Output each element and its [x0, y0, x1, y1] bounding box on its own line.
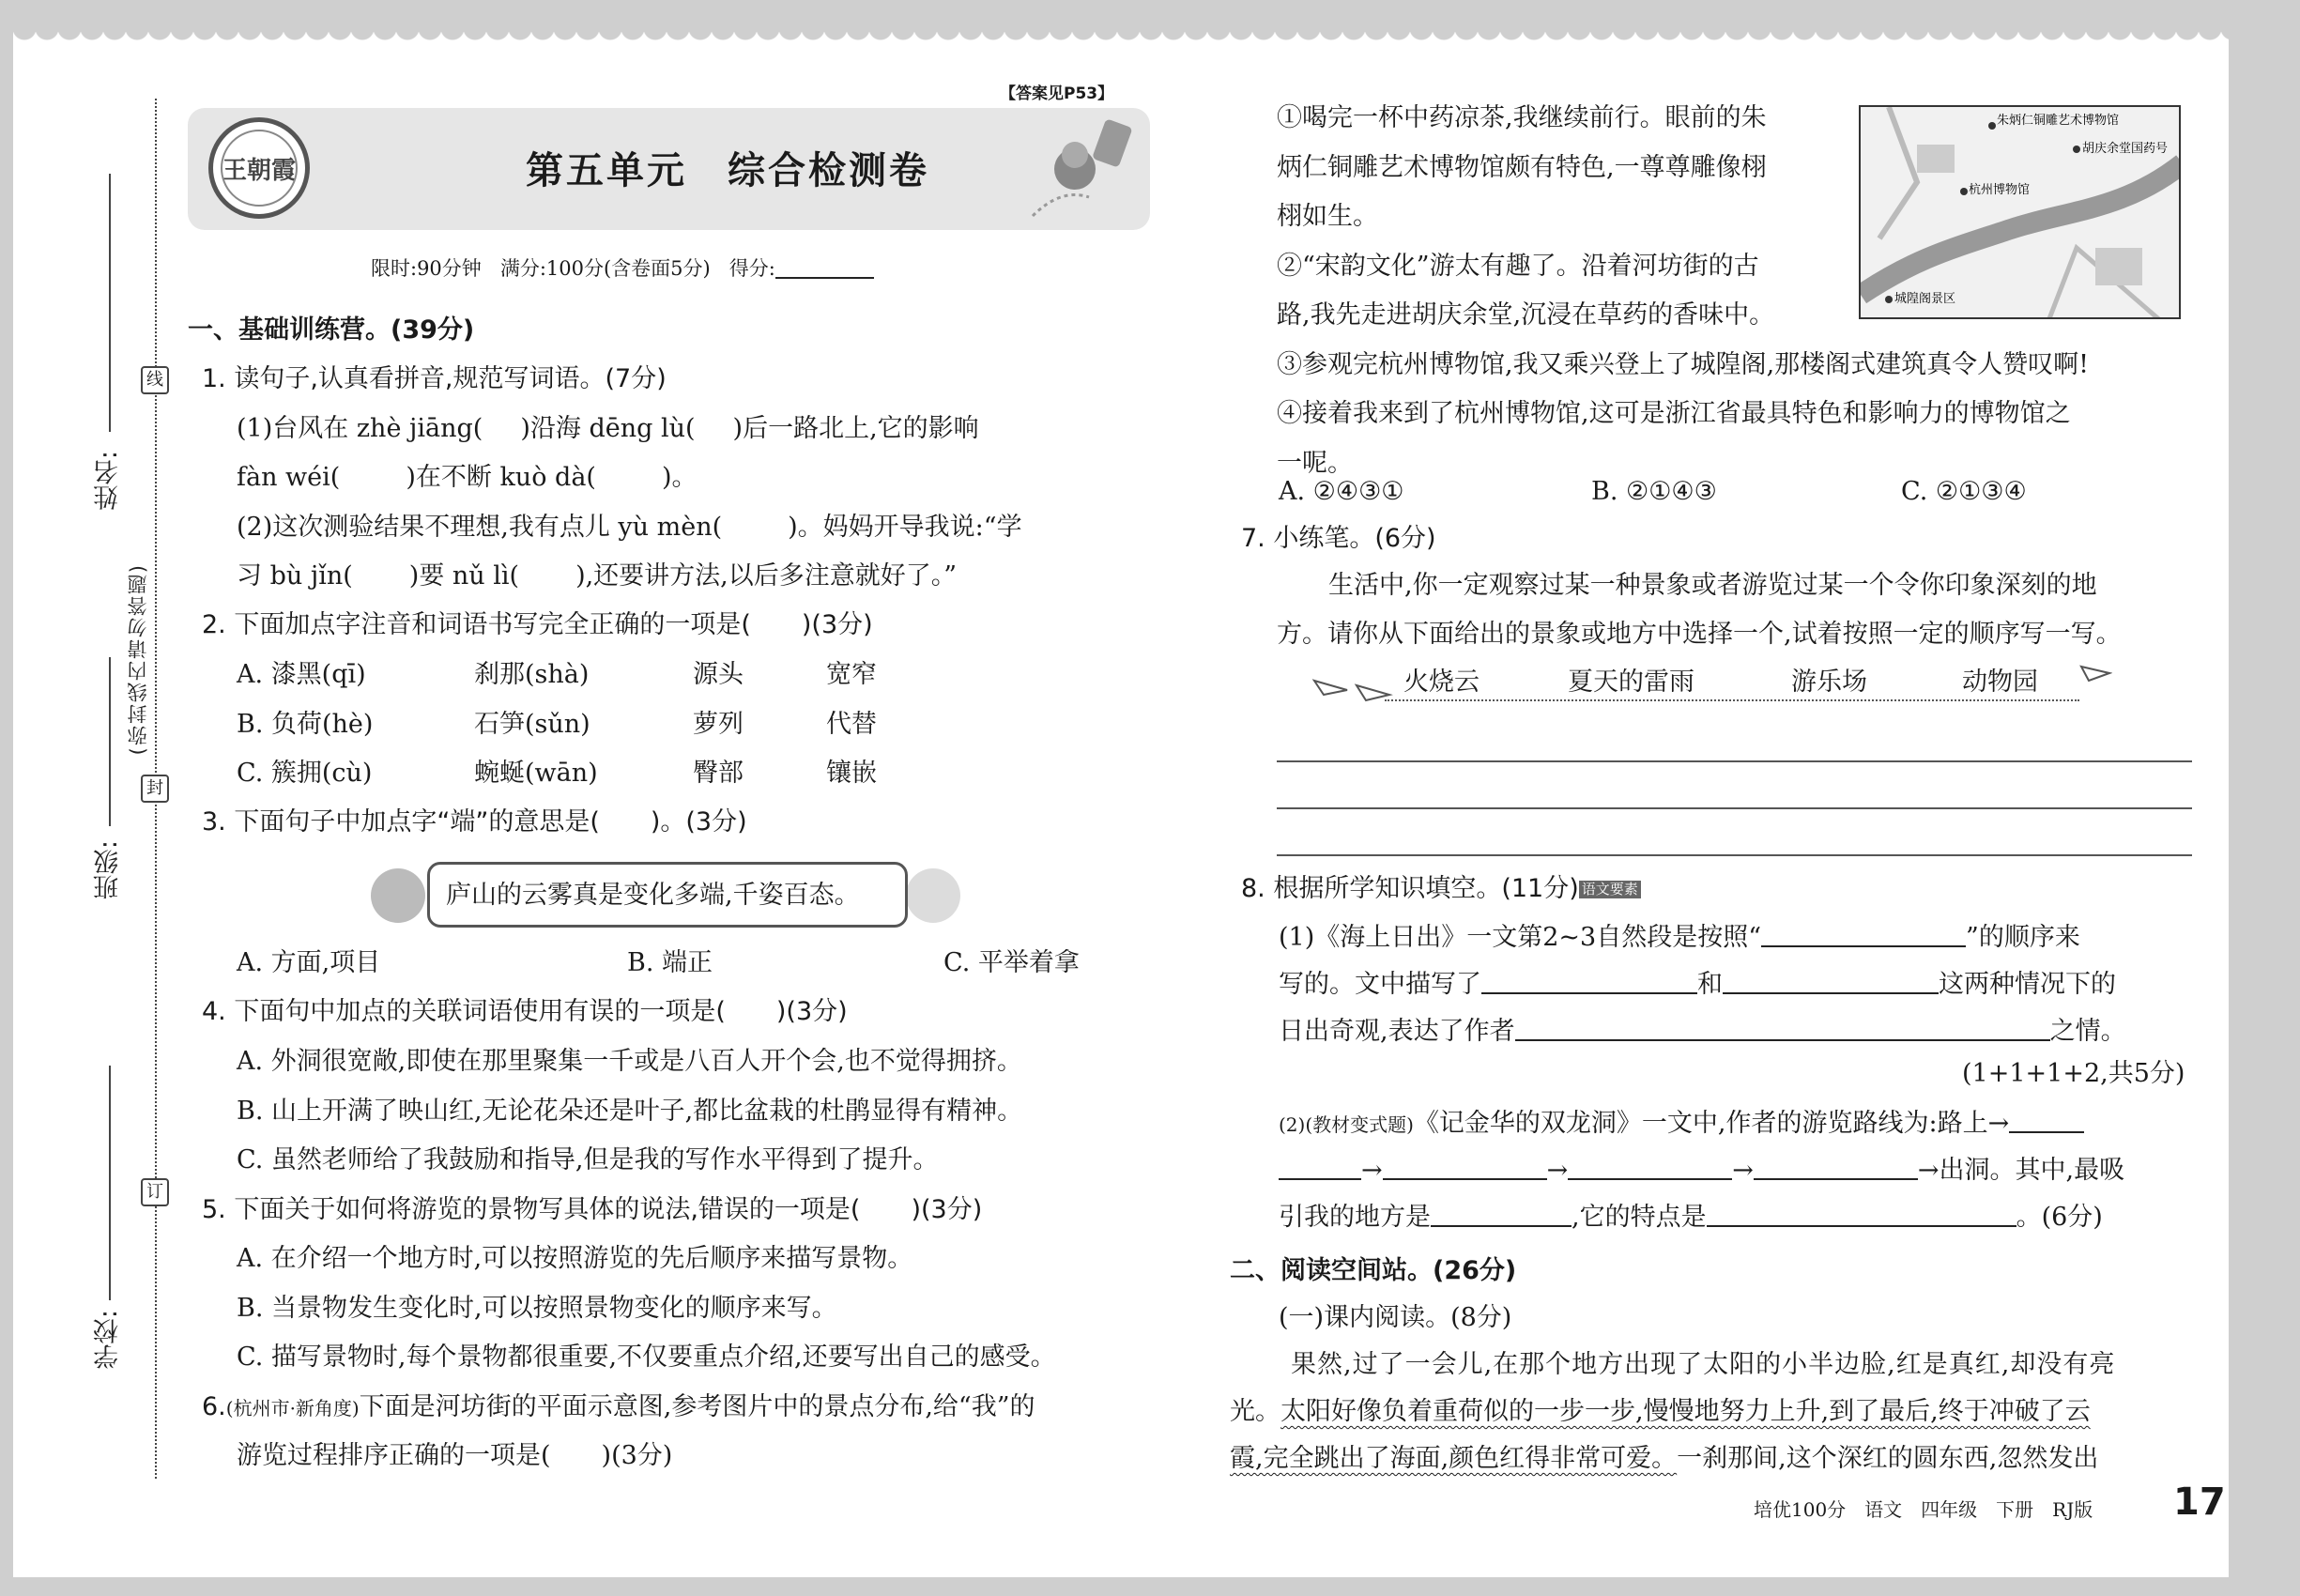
- q4-option-b: B. 山上开满了映山红,无论花朵还是叶子,都比盆栽的杜鹃显得有精神。: [237, 1097, 1023, 1126]
- answer-reference: 【答案见P53】: [1000, 84, 1114, 103]
- q6-item-1c: 栩如生。: [1277, 202, 1378, 231]
- blank: [1568, 1159, 1732, 1180]
- binding-mark-seal: 封: [141, 775, 169, 803]
- q8-tag: 语文要素: [1579, 881, 1641, 898]
- class-label: 班级:: [94, 840, 123, 900]
- q7-prompt-2: 方。请你从下面给出的景象或地方中选择一个,试着按照一定的顺序写一写。: [1277, 620, 2122, 649]
- q2-option-b-2: 石笋(sǔn): [474, 710, 590, 739]
- topic-strip: [1385, 699, 2079, 701]
- q6-option-b: B. ②①④③: [1591, 477, 1717, 506]
- q2-option-c-3: 臀部: [693, 759, 744, 788]
- q2-option-c-4: 镶嵌: [826, 759, 877, 788]
- q5-option-b: B. 当景物发生变化时,可以按照景物变化的顺序来写。: [237, 1294, 837, 1323]
- binding-mark-line: 线: [141, 366, 169, 394]
- q8-1-line2: 写的。文中描写了 和 这两种情况下的: [1279, 970, 2116, 999]
- hefang-street-map: [1859, 105, 2181, 319]
- map-label-huqingyu: 胡庆余堂国药号: [2082, 142, 2169, 156]
- subsection-1: (一)课内阅读。(8分): [1279, 1303, 1512, 1332]
- reading-line-1: 果然,过了一会儿,在那个地方出现了太阳的小半边脸,红是真红,却没有亮: [1291, 1350, 2116, 1379]
- blank: [1707, 1206, 2016, 1227]
- q6-item-1a: ①喝完一杯中药凉茶,我继续前行。眼前的朱: [1277, 103, 1767, 132]
- q6-item-2a: ②“宋韵文化”游太有趣了。沿着河坊街的古: [1277, 252, 1759, 281]
- exam-meta: 限时:90分钟 满分:100分(含卷面5分) 得分:: [371, 253, 874, 282]
- blank: [1723, 974, 1939, 994]
- question-8: 8. 根据所学知识填空。(11分) 语文要素: [1241, 876, 1641, 901]
- section-1-heading: 一、基础训练营。(39分): [188, 315, 475, 345]
- reading-line-2: 光。太阳好像负着重荷似的一步一步,慢慢地努力上升,到了最后,终于冲破了云: [1230, 1397, 2091, 1426]
- q7-topic-4: 动物园: [1962, 668, 2038, 697]
- writing-line-3: [1277, 854, 2192, 856]
- q1-line3: (2)这次测验结果不理想,我有点儿 yù mèn( )。妈妈开导我说:“学: [237, 513, 1022, 542]
- school-label: 学校:: [94, 1310, 123, 1370]
- publisher-logo: 王朝霞: [208, 117, 310, 219]
- q2-option-a-4: 宽窄: [826, 660, 877, 689]
- q7-prompt-1: 生活中,你一定观察过某一种景象或者游览过某一个令你印象深刻的地: [1328, 571, 2097, 600]
- q1-line4: 习 bù jǐn( )要 nǔ lì( ),还要讲方法,以后多注意就好了。”: [237, 561, 958, 591]
- q5-option-c: C. 描写景物时,每个景物都很重要,不仅要重点介绍,还要写出自己的感受。: [237, 1343, 1056, 1372]
- school-underline: [109, 1066, 111, 1300]
- q7-topic-1: 火烧云: [1403, 668, 1480, 697]
- q6-option-a: A. ②④③①: [1279, 477, 1404, 506]
- question-5: 5. 下面关于如何将游览的景物写具体的说法,错误的一项是( )(3分): [202, 1195, 983, 1224]
- moon-icon: [906, 868, 960, 923]
- q4-option-a: A. 外洞很宽敞,即使在那里聚集一千或是八百人开个会,也不觉得拥挤。: [237, 1047, 1022, 1076]
- section-2-heading: 二、阅读空间站。(26分): [1230, 1256, 1517, 1285]
- map-label-hangzhou-museum: 杭州博物馆: [1969, 183, 2031, 197]
- q2-option-a-3: 源头: [693, 660, 744, 689]
- q6-item-1b: 炳仁铜雕艺术博物馆颇有特色,一尊尊雕像栩: [1277, 153, 1767, 182]
- q7-topic-2: 夏天的雷雨: [1568, 668, 1694, 697]
- q6-item-4b: 一呢。: [1277, 449, 1353, 478]
- blank: [1383, 1159, 1547, 1180]
- map-label-chenghuang: 城隍阁景区: [1894, 292, 1956, 306]
- q5-option-a: A. 在介绍一个地方时,可以按照游览的先后顺序来描写景物。: [237, 1244, 913, 1273]
- class-underline: [109, 657, 111, 826]
- q8-1-line3: 日出奇观,表达了作者 之情。: [1279, 1017, 2126, 1046]
- q3-option-c: C. 平举着拿: [943, 948, 1080, 977]
- q1-line2: fàn wéi( )在不断 kuò dà( )。: [237, 463, 698, 492]
- blank: [2009, 1113, 2084, 1133]
- paper-plane-icon: [1310, 667, 1399, 704]
- page-title: 第五单元 综合检测卷: [526, 149, 929, 192]
- question-4: 4. 下面句中加点的关联词语使用有误的一项是( )(3分): [202, 997, 848, 1026]
- q6-option-c: C. ②①③④: [1901, 477, 2027, 506]
- binding-note: (弥封线内请勿答题): [127, 563, 149, 756]
- q8-1-line1: (1)《海上日出》一文第2~3自然段是按照“ ”的顺序来: [1279, 923, 2080, 952]
- q2-option-a-1: A. 漆黑(qī): [237, 660, 366, 689]
- writing-line-2: [1277, 807, 2192, 809]
- q3-option-b: B. 端正: [627, 948, 713, 977]
- q6-item-4a: ④接着我来到了杭州博物馆,这可是浙江省最具特色和影响力的博物馆之: [1277, 399, 2071, 428]
- q2-option-b-3: 萝列: [693, 710, 744, 739]
- q8-2-line2: → → → →出洞。其中,最吸: [1279, 1158, 2124, 1183]
- binding-mark-bind: 订: [141, 1178, 169, 1206]
- question-7: 7. 小练笔。(6分): [1241, 524, 1436, 553]
- q8-1-points: (1+1+1+2,共5分): [1962, 1059, 2185, 1088]
- map-label-museum: 朱炳仁铜雕艺术博物馆: [1997, 114, 2120, 128]
- q1-line1: (1)台风在 zhè jiāng( )沿海 dēng lù( )后一路北上,它的影响: [237, 414, 979, 443]
- footer: 培优100分 语文 四年级 下册 RJ版: [1754, 1498, 2093, 1521]
- blank: [1279, 1159, 1361, 1180]
- paper-plane-icon: [2079, 662, 2112, 685]
- q2-option-c-1: C. 簇拥(cù): [237, 759, 373, 788]
- q8-2-line1: (2)(教材变式题)《记金华的双龙洞》一文中,作者的游览路线为:路上→: [1279, 1111, 2084, 1136]
- name-underline: [109, 174, 111, 432]
- q2-option-c-2: 蜿蜒(wān): [474, 759, 598, 788]
- q8-2-line3: 引我的地方是 ,它的特点是 。(6分): [1279, 1203, 2103, 1232]
- sun-icon: [371, 868, 425, 923]
- score-blank: [775, 260, 874, 279]
- q2-option-b-4: 代替: [826, 710, 877, 739]
- question-1: 1. 读句子,认真看拼音,规范写词语。(7分): [202, 364, 667, 393]
- page-number: 17: [2173, 1481, 2226, 1524]
- q2-option-a-2: 刹那(shà): [474, 660, 590, 689]
- q6-item-3: ③参观完杭州博物馆,我又乘兴登上了城隍阁,那楼阁式建筑真令人赞叹啊!: [1277, 350, 2090, 379]
- rocket-illustration-icon: [1023, 103, 1145, 225]
- q4-option-c: C. 虽然老师给了我鼓励和指导,但是我的写作水平得到了提升。: [237, 1145, 939, 1174]
- question-2: 2. 下面加点字注音和词语书写完全正确的一项是( )(3分): [202, 610, 873, 639]
- blank: [1431, 1206, 1572, 1227]
- q7-topic-3: 游乐场: [1791, 668, 1867, 697]
- blank: [1761, 927, 1966, 947]
- blank: [1515, 1021, 2050, 1041]
- reading-line-3: 霞,完全跳出了海面,颜色红得非常可爱。一刹那间,这个深红的圆东西,忽然发出: [1230, 1444, 2099, 1473]
- question-6: 6.(杭州市·新角度)下面是河坊街的平面示意图,参考图片中的景点分布,给“我”的: [202, 1392, 1035, 1421]
- name-label: 姓名:: [94, 451, 123, 511]
- blank: [1754, 1159, 1918, 1180]
- writing-line-1: [1277, 760, 2192, 762]
- question-6-cont: 游览过程排序正确的一项是( )(3分): [237, 1441, 673, 1470]
- blank: [1481, 974, 1697, 994]
- q6-item-2b: 路,我先走进胡庆余堂,沉浸在草药的香味中。: [1277, 300, 1775, 330]
- q3-sentence: 庐山的云雾真是变化多端,千姿百态。: [446, 881, 860, 910]
- q2-option-b-1: B. 负荷(hè): [237, 710, 374, 739]
- question-3: 3. 下面句子中加点字“端”的意思是( )。(3分): [202, 807, 747, 836]
- q3-option-a: A. 方面,项目: [237, 948, 381, 977]
